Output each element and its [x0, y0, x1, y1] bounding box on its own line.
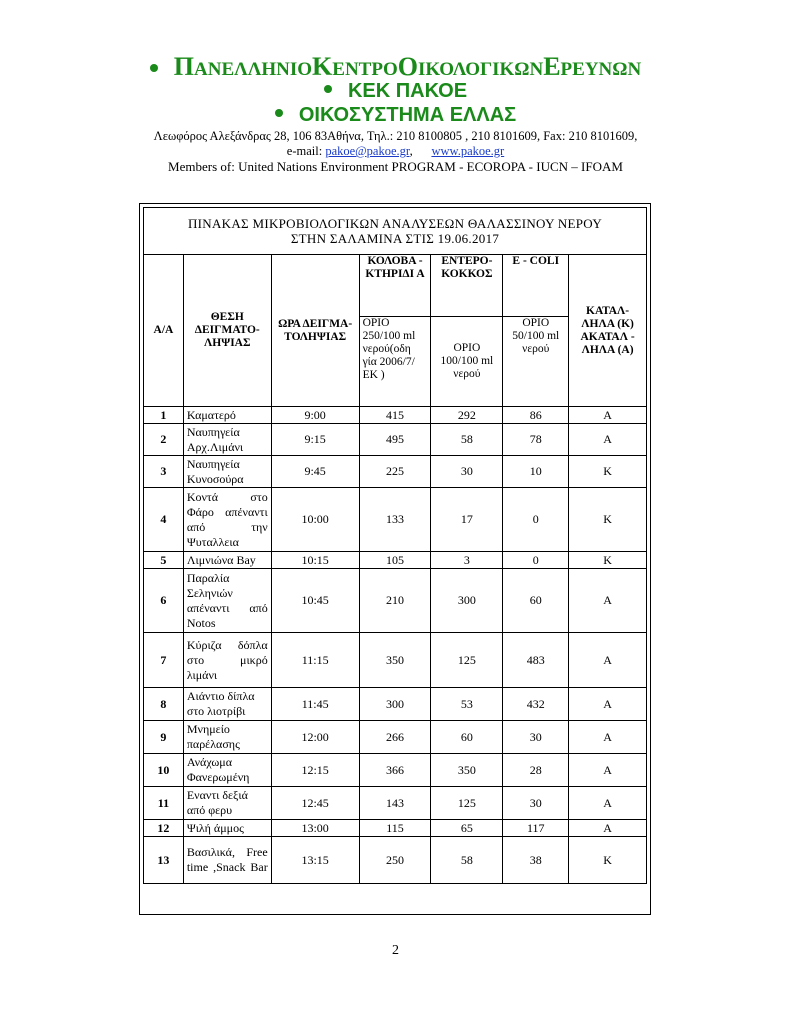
website-link[interactable]: www.pakoe.gr	[431, 144, 505, 158]
row-enterococcus: 53	[431, 688, 503, 721]
header-enterococcus: ΕΝΤΕΡΟ-ΚΟΚΚΟΣ	[431, 255, 503, 317]
row-suitability: Α	[569, 688, 647, 721]
bullet-icon	[275, 109, 283, 117]
row-suitability: Α	[569, 754, 647, 787]
row-time: 11:15	[271, 633, 359, 688]
table-row	[144, 721, 647, 754]
row-location: Ανάχωμα Φανερωμένη	[183, 754, 271, 787]
row-suitability: Α	[569, 633, 647, 688]
header-aa: Α/Α	[144, 255, 184, 407]
row-ecoli: 117	[503, 820, 569, 837]
address-text: Λεωφόρος Αλεξάνδρας 28, 106 83Αθήνα, Τηλ.: 210 8100805 , 210 8101609, Fax: 210 8101609,	[153, 129, 638, 143]
row-location: Παραλία Σεληνιών απέναντι από Notos	[183, 569, 271, 633]
analysis-table	[143, 207, 647, 884]
row-enterococcus: 300	[431, 569, 503, 633]
row-ecoli: 432	[503, 688, 569, 721]
row-coliforms: 266	[359, 721, 431, 754]
row-time: 9:15	[271, 424, 359, 456]
table-row	[144, 837, 647, 884]
table-row	[144, 456, 647, 488]
row-time: 10:45	[271, 569, 359, 633]
row-number: 8	[144, 688, 184, 721]
kek-line	[0, 80, 791, 103]
limit-enterococcus: ΟΡΙΟ 100/100 ml νερού	[431, 317, 503, 407]
email-link[interactable]: pakoe@pakoe.gr	[325, 144, 410, 158]
row-enterococcus: 125	[431, 787, 503, 820]
row-location: Μνημείο παρέλασης	[183, 721, 271, 754]
table-row	[144, 407, 647, 424]
table-row	[144, 787, 647, 820]
header-time: ΩΡΑ ΔΕΙΓΜΑ-ΤΟΛΗΨΙΑΣ	[271, 255, 359, 407]
row-coliforms: 225	[359, 456, 431, 488]
row-time: 12:00	[271, 721, 359, 754]
table-row	[144, 552, 647, 569]
table-row	[144, 488, 647, 552]
row-coliforms: 495	[359, 424, 431, 456]
row-suitability: Α	[569, 569, 647, 633]
row-time: 10:00	[271, 488, 359, 552]
row-enterococcus: 58	[431, 837, 503, 884]
ecosystem-line	[0, 104, 791, 127]
row-location: Εναντι δεξιά από φερυ	[183, 787, 271, 820]
row-enterococcus: 125	[431, 633, 503, 688]
bullet-icon	[150, 64, 158, 72]
row-suitability: Α	[569, 820, 647, 837]
row-coliforms: 350	[359, 633, 431, 688]
row-location: Λιμνιώνα Bay	[183, 552, 271, 569]
row-ecoli: 28	[503, 754, 569, 787]
row-number: 12	[144, 820, 184, 837]
header-coliforms: ΚΟΛΟΒΑ - ΚΤΗΡΙΔΙ Α	[359, 255, 431, 317]
members-text: Members of: United Nations Environment PROGRAM - ECOROPA - IUCN – IFOAM	[168, 159, 623, 174]
org-name-line	[0, 52, 791, 82]
row-coliforms: 300	[359, 688, 431, 721]
row-suitability: Κ	[569, 837, 647, 884]
row-number: 7	[144, 633, 184, 688]
row-time: 13:15	[271, 837, 359, 884]
row-time: 12:15	[271, 754, 359, 787]
table-row	[144, 754, 647, 787]
row-time: 10:15	[271, 552, 359, 569]
row-number: 1	[144, 407, 184, 424]
table-row	[144, 820, 647, 837]
row-location: Ναυπηγεία Κυνοσούρα	[183, 456, 271, 488]
row-suitability: Α	[569, 407, 647, 424]
org-name: ΠΑΝΕΛΛΗΝΙΟΚΕΝΤΡΟΟΙΚΟΛΟΓΙΚΩΝΕΡΕΥΝΩΝ	[173, 52, 642, 81]
row-number: 5	[144, 552, 184, 569]
row-coliforms: 210	[359, 569, 431, 633]
row-enterococcus: 58	[431, 424, 503, 456]
row-number: 10	[144, 754, 184, 787]
kek-name: ΚΕΚ ΠΑΚΟΕ	[347, 80, 468, 102]
row-location: Αιάντιο δίπλα στο λιοτρίβι	[183, 688, 271, 721]
row-coliforms: 415	[359, 407, 431, 424]
row-coliforms: 133	[359, 488, 431, 552]
row-ecoli: 0	[503, 552, 569, 569]
row-ecoli: 0	[503, 488, 569, 552]
row-time: 13:00	[271, 820, 359, 837]
header-suitability: ΚΑΤΑΛ-ΛΗΛΑ (Κ) ΑΚΑΤΑΛ - ΛΗΛΑ (Α)	[569, 255, 647, 407]
row-enterococcus: 350	[431, 754, 503, 787]
row-enterococcus: 30	[431, 456, 503, 488]
contact-line: e-mail: pakoe@pakoe.gr, www.pakoe.gr	[286, 144, 505, 158]
row-coliforms: 250	[359, 837, 431, 884]
row-number: 9	[144, 721, 184, 754]
row-time: 9:45	[271, 456, 359, 488]
row-ecoli: 38	[503, 837, 569, 884]
row-location: Ναυπηγεία Αρχ.Λιμάνι	[183, 424, 271, 456]
bullet-icon	[324, 85, 332, 93]
row-ecoli: 30	[503, 787, 569, 820]
page-number: 2	[392, 943, 399, 958]
table-row	[144, 569, 647, 633]
row-suitability: Κ	[569, 488, 647, 552]
row-suitability: Α	[569, 787, 647, 820]
row-enterococcus: 292	[431, 407, 503, 424]
header-ecoli: Ε - COLI	[503, 255, 569, 317]
row-coliforms: 115	[359, 820, 431, 837]
limit-ecoli: ΟΡΙΟ 50/100 ml νερού	[503, 317, 569, 407]
row-location: Κοντά στο Φάρο απέναντι από την Ψυταλλεια	[183, 488, 271, 552]
table-title: ΠΙΝΑΚΑΣ ΜΙΚΡΟΒΙΟΛΟΓΙΚΩΝ ΑΝΑΛΥΣΕΩΝ ΘΑΛΑΣΣΙΝΟΥ ΝΕΡΟΥ ΣΤΗΝ ΣΑΛΑΜΙΝΑ ΣΤΙΣ 19.06.2017	[144, 208, 647, 255]
row-ecoli: 30	[503, 721, 569, 754]
row-time: 12:45	[271, 787, 359, 820]
row-ecoli: 483	[503, 633, 569, 688]
row-number: 3	[144, 456, 184, 488]
row-number: 11	[144, 787, 184, 820]
row-location: Ψιλή άμμος	[183, 820, 271, 837]
table-row	[144, 688, 647, 721]
row-location: Κύριζα δόπλα στο μικρό λιμάνι	[183, 633, 271, 688]
row-suitability: Α	[569, 721, 647, 754]
row-time: 9:00	[271, 407, 359, 424]
row-enterococcus: 17	[431, 488, 503, 552]
row-enterococcus: 65	[431, 820, 503, 837]
row-number: 13	[144, 837, 184, 884]
row-time: 11:45	[271, 688, 359, 721]
row-number: 2	[144, 424, 184, 456]
limit-coliforms: ΟΡΙΟ 250/100 ml νερού(οδη γία 2006/7/ΕΚ )	[359, 317, 431, 407]
row-number: 6	[144, 569, 184, 633]
row-location: Καματερό	[183, 407, 271, 424]
row-suitability: Α	[569, 424, 647, 456]
row-coliforms: 366	[359, 754, 431, 787]
row-ecoli: 10	[503, 456, 569, 488]
table-row	[144, 633, 647, 688]
row-number: 4	[144, 488, 184, 552]
ecosystem-name: ΟΙΚΟΣΥΣΤΗΜΑ ΕΛΛΑΣ	[298, 104, 517, 126]
row-enterococcus: 3	[431, 552, 503, 569]
header-location: ΘΕΣΗ ΔΕΙΓΜΑΤΟ-ΛΗΨΙΑΣ	[183, 255, 271, 407]
row-coliforms: 143	[359, 787, 431, 820]
row-suitability: Κ	[569, 552, 647, 569]
table-row	[144, 424, 647, 456]
row-location: Βασιλικά, Free time ,Snack Bar	[183, 837, 271, 884]
row-ecoli: 78	[503, 424, 569, 456]
row-suitability: Κ	[569, 456, 647, 488]
row-ecoli: 86	[503, 407, 569, 424]
row-enterococcus: 60	[431, 721, 503, 754]
row-ecoli: 60	[503, 569, 569, 633]
row-coliforms: 105	[359, 552, 431, 569]
